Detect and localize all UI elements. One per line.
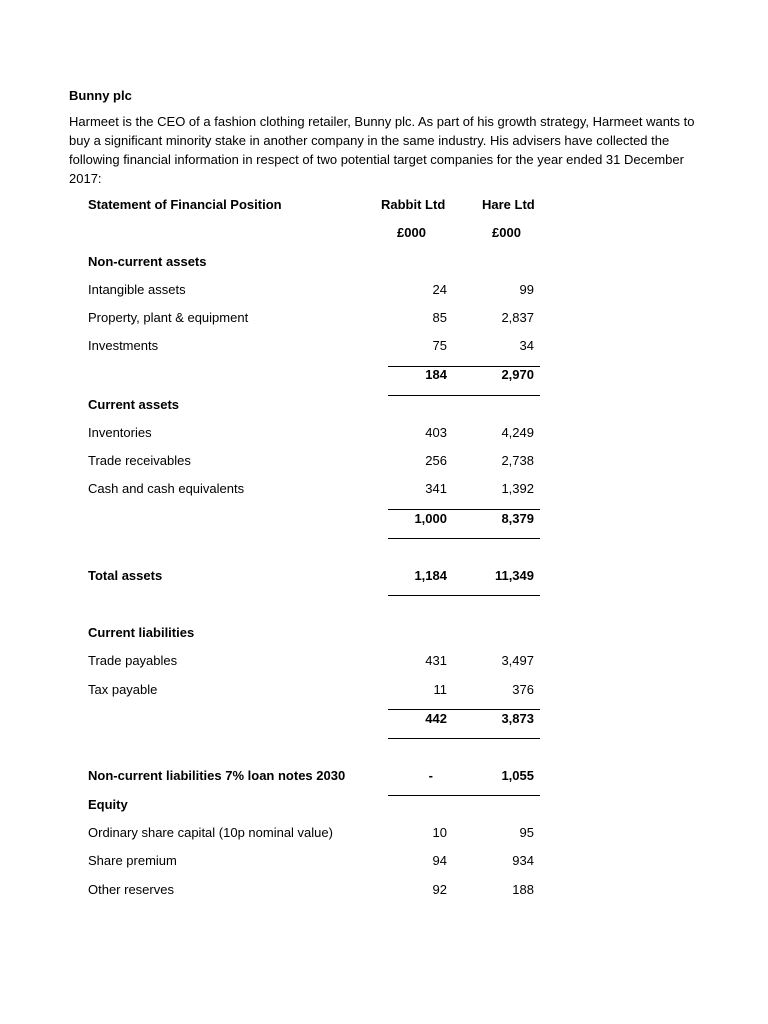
rabbit-value: 85 bbox=[432, 310, 447, 325]
total-rule-bottom bbox=[388, 595, 540, 596]
section-heading-row bbox=[0, 397, 768, 417]
rabbit-value: 11 bbox=[433, 682, 447, 697]
hare-value: 188 bbox=[512, 882, 534, 897]
hare-subtotal: 2,970 bbox=[501, 367, 534, 382]
non-current-liabilities-label: Non-current liabilities 7% loan notes 2030 bbox=[88, 768, 346, 783]
rabbit-total-assets: 1,184 bbox=[414, 568, 447, 583]
section-heading-row bbox=[0, 797, 768, 817]
hare-value: 3,497 bbox=[501, 653, 534, 668]
rabbit-value: 403 bbox=[425, 425, 447, 440]
table-row bbox=[0, 282, 768, 302]
total-rule-top bbox=[388, 709, 540, 710]
row-label: Share premium bbox=[88, 853, 177, 868]
table-row bbox=[0, 425, 768, 445]
column-header-hare: Hare Ltd bbox=[482, 197, 535, 212]
hare-value: 2,837 bbox=[501, 310, 534, 325]
hare-total-assets: 11,349 bbox=[494, 568, 534, 583]
row-label: Property, plant & equipment bbox=[88, 310, 249, 325]
row-label: Tax payable bbox=[88, 682, 158, 697]
row-label: Trade payables bbox=[88, 653, 178, 668]
hare-value: 1,055 bbox=[501, 768, 534, 783]
intro-paragraph: Harmeet is the CEO of a fashion clothing retailer, Bunny plc. As part of his growth strategy, Harmeet wants to buy a significant minority stake in another company in the same industry. His advisers have collected the following financial information in respect of two potential target companies for the year ended 31 December 2017: bbox=[69, 114, 695, 186]
total-rule-bottom bbox=[388, 395, 540, 396]
row-label: Investments bbox=[88, 338, 159, 353]
hare-value: 376 bbox=[512, 682, 534, 697]
hare-subtotal: 3,873 bbox=[501, 711, 534, 726]
table-row bbox=[0, 682, 768, 702]
current-liabilities-heading: Current liabilities bbox=[88, 625, 195, 640]
hare-value: 2,738 bbox=[501, 453, 534, 468]
rabbit-subtotal: 184 bbox=[425, 367, 447, 382]
row-label: Trade receivables bbox=[88, 453, 191, 468]
row-label: Other reserves bbox=[88, 882, 174, 897]
table-row bbox=[0, 481, 768, 501]
table-row bbox=[0, 853, 768, 873]
table-row bbox=[0, 653, 768, 673]
total-rule-top bbox=[388, 509, 540, 510]
table-row bbox=[0, 882, 768, 902]
row-label: Intangible assets bbox=[88, 282, 186, 297]
table-row bbox=[0, 310, 768, 330]
rabbit-value: 94 bbox=[432, 853, 447, 868]
table-row bbox=[0, 338, 768, 358]
non-current-liabilities-row bbox=[0, 768, 768, 788]
section-heading-row bbox=[0, 625, 768, 645]
row-label: Ordinary share capital (10p nominal value) bbox=[88, 825, 333, 840]
hare-value: 934 bbox=[512, 853, 534, 868]
equity-heading: Equity bbox=[88, 797, 128, 812]
column-header-rabbit: Rabbit Ltd bbox=[381, 197, 446, 212]
subtotal-row bbox=[0, 711, 768, 731]
document-title: Bunny plc bbox=[69, 88, 132, 103]
rabbit-value: 431 bbox=[425, 653, 447, 668]
section-heading-row bbox=[0, 254, 768, 274]
current-assets-heading: Current assets bbox=[88, 397, 180, 412]
table-row bbox=[0, 453, 768, 473]
total-rule-bottom bbox=[388, 795, 540, 796]
hare-value: 34 bbox=[519, 338, 534, 353]
rabbit-value: 92 bbox=[432, 882, 447, 897]
hare-value: 95 bbox=[519, 825, 534, 840]
non-current-assets-heading: Non-current assets bbox=[88, 254, 207, 269]
table-header-row bbox=[0, 197, 768, 217]
subtotal-row bbox=[0, 511, 768, 531]
unit-rabbit: £000 bbox=[397, 225, 426, 240]
hare-value: 99 bbox=[519, 282, 534, 297]
hare-subtotal: 8,379 bbox=[501, 511, 534, 526]
rabbit-subtotal: 1,000 bbox=[414, 511, 447, 526]
total-rule-bottom bbox=[388, 738, 540, 739]
total-assets-label: Total assets bbox=[88, 568, 163, 583]
subtotal-row bbox=[0, 367, 768, 387]
rabbit-value: 256 bbox=[425, 453, 447, 468]
table-row bbox=[0, 825, 768, 845]
hare-value: 1,392 bbox=[501, 481, 534, 496]
table-title: Statement of Financial Position bbox=[88, 197, 282, 212]
unit-row bbox=[0, 225, 768, 245]
rabbit-value: 75 bbox=[432, 338, 447, 353]
total-assets-row bbox=[0, 568, 768, 588]
rabbit-subtotal: 442 bbox=[425, 711, 447, 726]
hare-value: 4,249 bbox=[501, 425, 534, 440]
rabbit-value: 10 bbox=[432, 825, 447, 840]
rabbit-value: 341 bbox=[425, 481, 447, 496]
rabbit-value: - bbox=[428, 768, 433, 783]
total-rule-bottom bbox=[388, 538, 540, 539]
rabbit-value: 24 bbox=[432, 282, 447, 297]
unit-hare: £000 bbox=[492, 225, 521, 240]
row-label: Cash and cash equivalents bbox=[88, 481, 245, 496]
row-label: Inventories bbox=[88, 425, 152, 440]
